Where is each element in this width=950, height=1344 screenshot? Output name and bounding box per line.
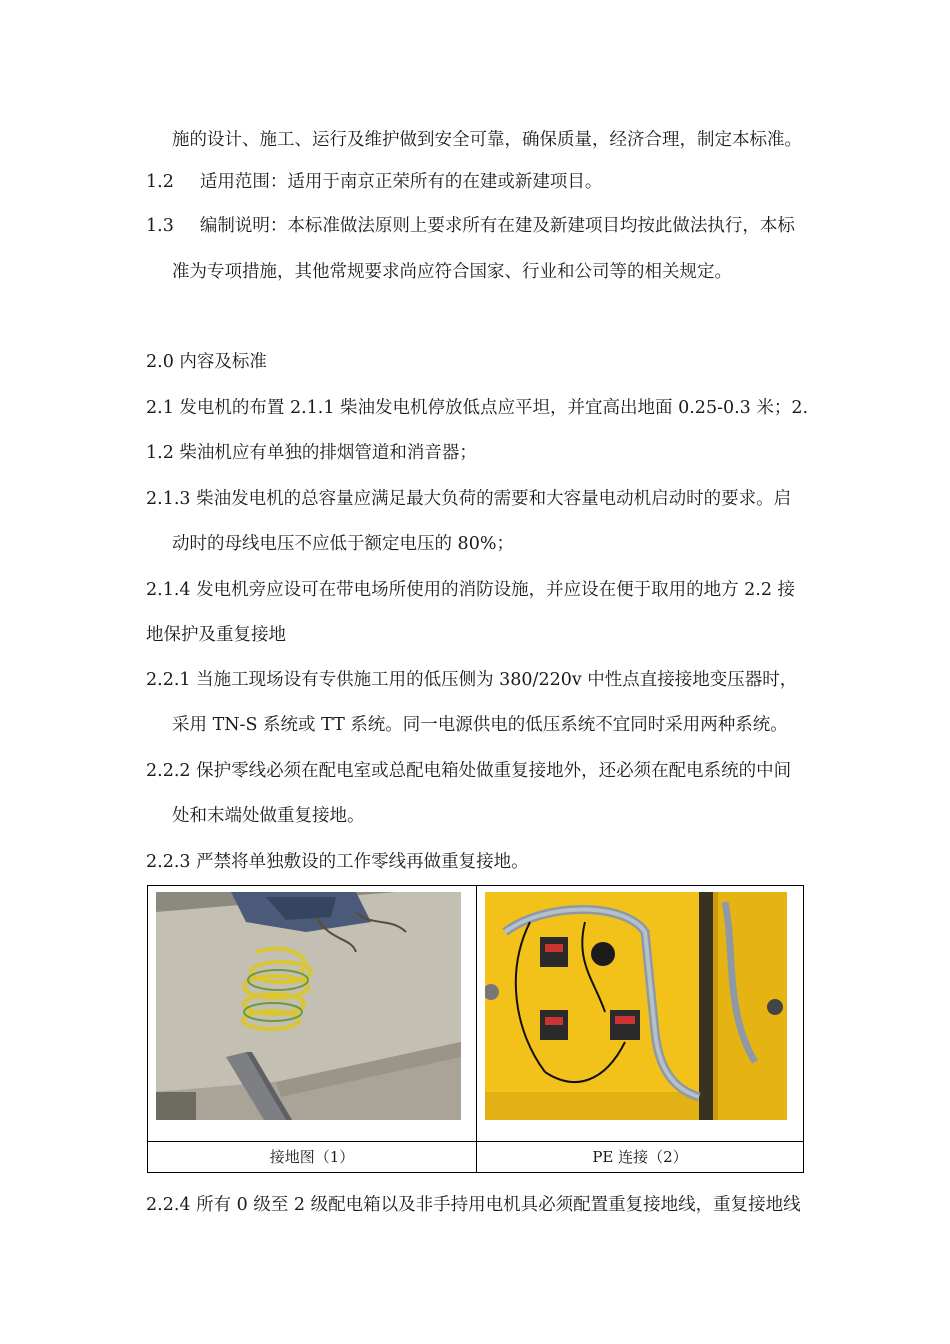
section-heading: 2.0 内容及标准 [146,352,267,372]
paragraph-line: 2.1.4 发电机旁应设可在带电场所使用的消防设施，并应设在便于取用的地方 2.2 接 [146,580,796,600]
paragraph-line: 2.1 发电机的布置 2.1.1 柴油发电机停放低点应平坦，并宜高出地面 0.25-0.3 米；2. [146,398,809,418]
clause-1-2 [146,170,602,194]
grounding-photo [156,892,461,1120]
clause-text: 适用范围：适用于南京正荣所有的在建或新建项目。 [199,172,603,192]
paragraph-line: 处和末端处做重复接地。 [172,806,365,826]
paragraph-line: 采用 TN-S 系统或 TT 系统。同一电源供电的低压系统不宜同时采用两种系统。 [172,715,788,735]
paragraph-line: 2.2.4 所有 0 级至 2 级配电箱以及非手持用电机具必须配置重复接地线，重复接地线 [146,1195,801,1215]
clause-text: 编制说明：本标准做法原则上要求所有在建及新建项目均按此做法执行，本标 [199,216,795,236]
figure-table [147,885,804,1173]
paragraph-line: 2.2.2 保护零线必须在配电室或总配电箱处做重复接地外，还必须在配电系统的中间 [146,761,792,781]
paragraph-line: 施的设计、施工、运行及维护做到安全可靠，确保质量，经济合理，制定本标准。 [172,130,802,150]
paragraph-line: 1.2 柴油机应有单独的排烟管道和消音器； [146,443,477,463]
figure-caption-right: PE 连接（2） [592,1148,688,1166]
caption-row [148,1141,803,1173]
paragraph-line: 准为专项措施，其他常规要求尚应符合国家、行业和公司等的相关规定。 [172,262,732,282]
figure-cell-grounding [148,886,477,1142]
paragraph-line: 地保护及重复接地 [146,625,286,645]
clause-number: 1.2 [146,172,174,192]
paragraph-line: 2.1.3 柴油发电机的总容量应满足最大负荷的需要和大容量电动机启动时的要求。启 [146,489,792,509]
clause-1-3 [146,214,795,238]
figure-caption-left: 接地图（1） [148,1142,477,1173]
paragraph-line: 2.2.1 当施工现场设有专供施工用的低压侧为 380/220v 中性点直接接地变压器时， [146,670,798,690]
paragraph-line: 2.2.3 严禁将单独敷设的工作零线再做重复接地。 [146,852,529,872]
pe-connection-photo [485,892,787,1120]
figure-cell-pe-connection [477,886,803,1142]
clause-number: 1.3 [146,216,174,236]
paragraph-line: 动时的母线电压不应低于额定电压的 80%； [172,534,514,554]
